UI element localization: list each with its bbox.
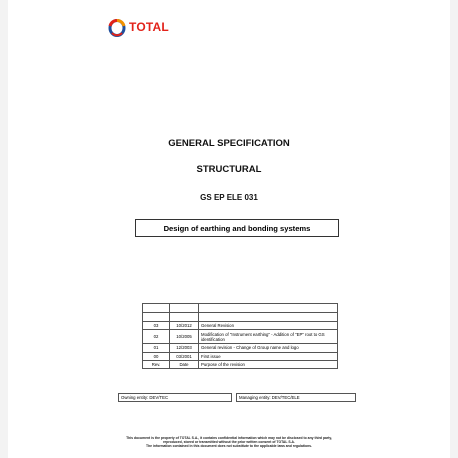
date-cell: 10/2005: [170, 330, 199, 344]
total-logo-icon: [108, 16, 126, 38]
rev-cell: 02: [143, 330, 170, 344]
footer-line-3: The information contained in this document does not substitute to the applicable laws and regulations.: [146, 444, 312, 449]
header-rev: Rev.: [143, 361, 170, 369]
total-logo: [108, 16, 228, 38]
purpose-cell: General Revision: [199, 322, 338, 330]
date-cell: 12/2003: [170, 344, 199, 352]
header-purpose: Purpose of the revision: [199, 361, 338, 369]
rev-cell: 00: [143, 352, 170, 360]
managing-entity-box: [236, 393, 356, 402]
owning-entity-text: Owning entity: DEV/TEC: [121, 395, 169, 400]
doc-code-heading: GS EP ELE 031: [200, 193, 258, 202]
purpose-cell: General revision - Change of Group name and logo: [199, 344, 338, 352]
table-row: [143, 344, 338, 352]
date-cell: 03/2001: [170, 352, 199, 360]
document-page: [8, 0, 450, 458]
rev-cell: 03: [143, 322, 170, 330]
table-cell: [199, 313, 338, 322]
owning-entity-box: [118, 393, 232, 402]
table-cell: [143, 304, 170, 313]
table-header-row: [143, 361, 338, 369]
table-cell: [170, 304, 199, 313]
table-row: [143, 330, 338, 344]
table-row: [143, 322, 338, 330]
table-cell: [143, 313, 170, 322]
table-cell: [199, 304, 338, 313]
confidentiality-footer: [0, 436, 458, 449]
date-cell: 10/2012: [170, 322, 199, 330]
document-title: Design of earthing and bonding systems: [163, 223, 311, 233]
table-row: [143, 352, 338, 360]
footer-line-1: This document is the property of TOTAL S.A., it contains confidential information which may not be disclosed to any third party,: [126, 436, 332, 440]
managing-entity-text: Managing entity: DEV/TEC/ELE: [239, 395, 300, 400]
rev-cell: 01: [143, 344, 170, 352]
purpose-cell: Modification of "Instrument earthing" - Addition of "EP" root to GS identification: [199, 330, 338, 344]
purpose-cell: First issue: [199, 352, 338, 360]
document-title-box: [135, 219, 339, 237]
table-cell: [170, 313, 199, 322]
table-row-blank: [143, 313, 338, 322]
header-date: Date: [170, 361, 199, 369]
doc-type-heading: GENERAL SPECIFICATION: [168, 138, 290, 149]
table-row-blank: [143, 304, 338, 313]
category-heading: STRUCTURAL: [196, 164, 262, 175]
revision-table: [142, 303, 338, 369]
logo-text: TOTAL: [129, 20, 169, 34]
footer-line-2: reproduced, stored or transmitted without the prior written consent of TOTAL S.A.: [163, 440, 295, 445]
